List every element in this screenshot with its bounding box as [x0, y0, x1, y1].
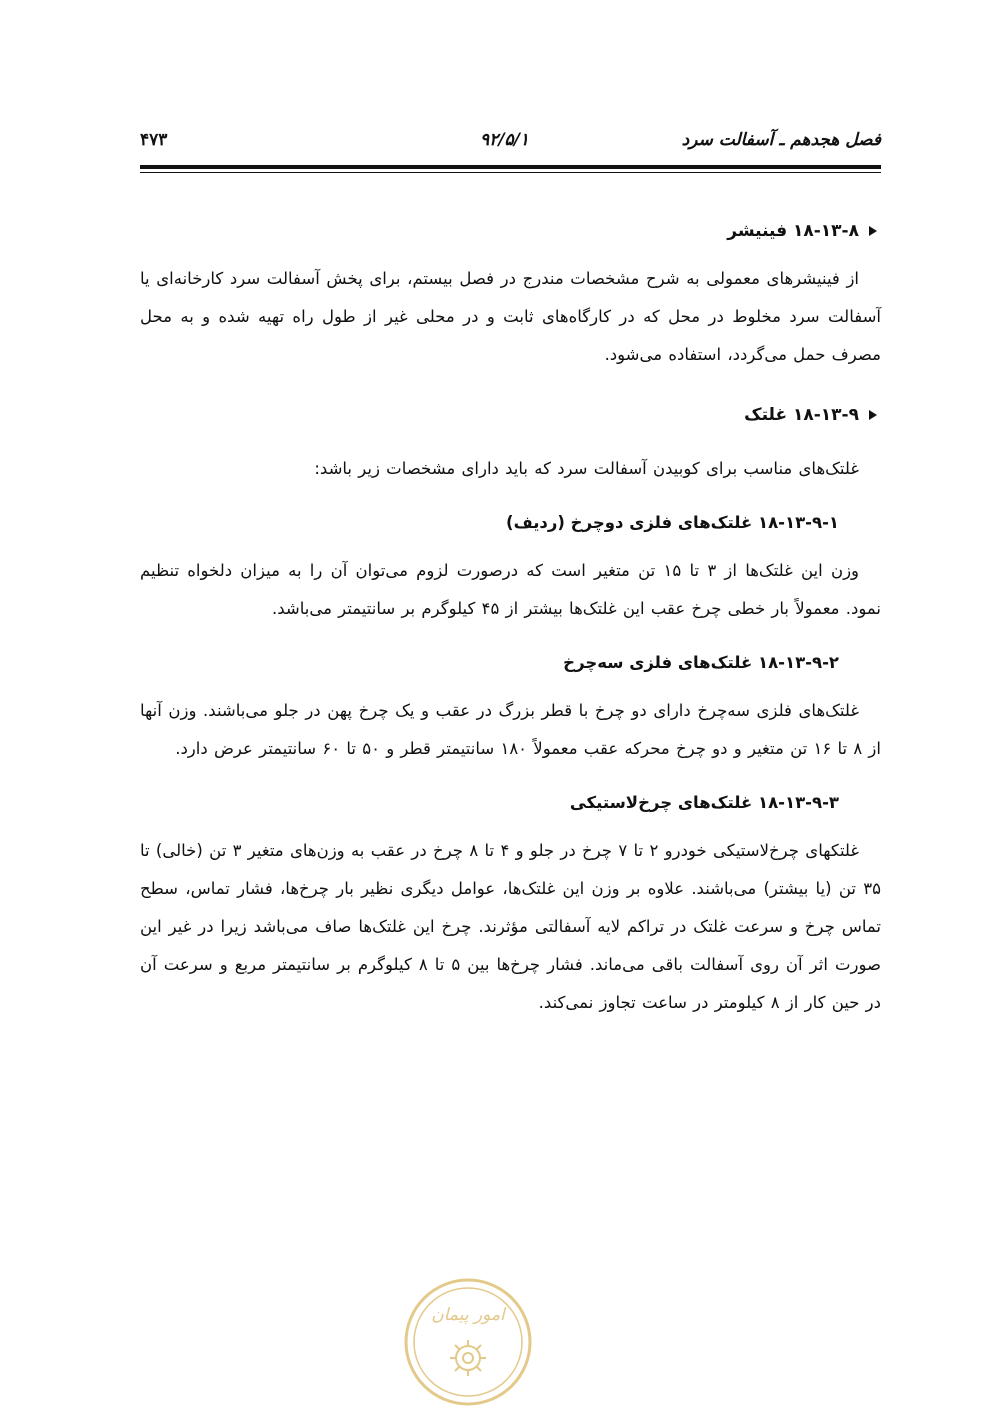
header-rule-thin: [140, 172, 881, 173]
section-heading-roller: [140, 398, 881, 432]
organization-stamp: [402, 1276, 534, 1408]
subsection-paragraph-1: وزن این غلتک‌ها از ۳ تا ۱۵ تن متغیر است که درصورت لزوم می‌توان آن را به میزان دلخواه تنظیم نمود. معمولاً بار خطی چرخ عقب این غلتک‌ها بیشتر از ۴۵ کیلوگرم بر سانتیمتر می‌باشد.: [140, 561, 881, 618]
chapter-title: فصل هجدهم ـ آسفالت سرد: [681, 130, 881, 150]
header-date: ۹۲/۵/۱: [480, 130, 529, 150]
subsection-heading-2: ۱۸-۱۳-۹-۲ غلتک‌های فلزی سه‌چرخ: [563, 653, 839, 672]
page-number: ۴۷۳: [140, 130, 168, 150]
subsection-paragraph-2: غلتک‌های فلزی سه‌چرخ دارای دو چرخ با قطر بزرگ در عقب و یک چرخ پهن در جلو می‌باشند. وزن آنها از ۸ تا ۱۶ تن متغیر و دو چرخ محرکه عقب معمولاً ۱۸۰ سانتیمتر قطر و ۵۰ تا ۶۰ سانتیمتر عرض دارد.: [140, 701, 881, 758]
section-paragraph-roller: غلتک‌های مناسب برای کوبیدن آسفالت سرد که باید دارای مشخصات زیر باشد:: [314, 459, 859, 478]
subsection-heading-3: ۱۸-۱۳-۹-۳ غلتک‌های چرخ‌لاستیکی: [569, 793, 839, 812]
main-content: [140, 214, 881, 1022]
section-heading-text: ۱۸-۱۳-۸ فینیشر: [727, 221, 859, 241]
page-header: [140, 126, 881, 156]
triangle-bullet-icon: [869, 226, 877, 236]
subsection-heading-1: ۱۸-۱۳-۹-۱ غلتک‌های فلزی دوچرخ (ردیف): [506, 513, 839, 532]
section-heading-text: ۱۸-۱۳-۹ غلتک: [744, 405, 859, 425]
gear-icon: [450, 1340, 486, 1376]
subsection-paragraph-3: غلتکهای چرخ‌لاستیکی خودرو ۲ تا ۷ چرخ در جلو و ۴ تا ۸ چرخ در عقب به وزن‌های متغیر ۳ تن (خالی) تا ۳۵ تن (یا بیشتر) می‌باشند. علاوه بر وزن این غلتک‌ها، عوامل دیگری نظیر بار چرخ‌ها، فشار تماس، سطح تماس چرخ و سرعت غلتک در تراکم لایه آسفالتی مؤثرند. چرخ این غلتک‌ها صاف می‌باشد زیرا در غیر این صورت اثر آن روی آسفالت باقی می‌ماند. فشار چرخ‌ها بین ۵ تا ۸ کیلوگرم بر سانتیمتر مربع و سرعت آن در حین کار از ۸ کیلومتر در ساعت تجاوز نمی‌کند.: [140, 841, 881, 1012]
header-rule-thick: [140, 165, 881, 169]
section-paragraph-finisher: از فینیشرهای معمولی به شرح مشخصات مندرج در فصل بیستم، برای پخش آسفالت سرد کارخانه‌ای یا آسفالت سرد مخلوط در محل که در کارگاه‌های ثابت و در محلی غیر از طول راه تهیه شده و به محل مصرف حمل می‌گردد، استفاده می‌شود.: [140, 269, 881, 364]
section-heading-finisher: [140, 214, 881, 248]
triangle-bullet-icon: [869, 410, 877, 420]
stamp-text: امور پیمان: [431, 1305, 505, 1325]
